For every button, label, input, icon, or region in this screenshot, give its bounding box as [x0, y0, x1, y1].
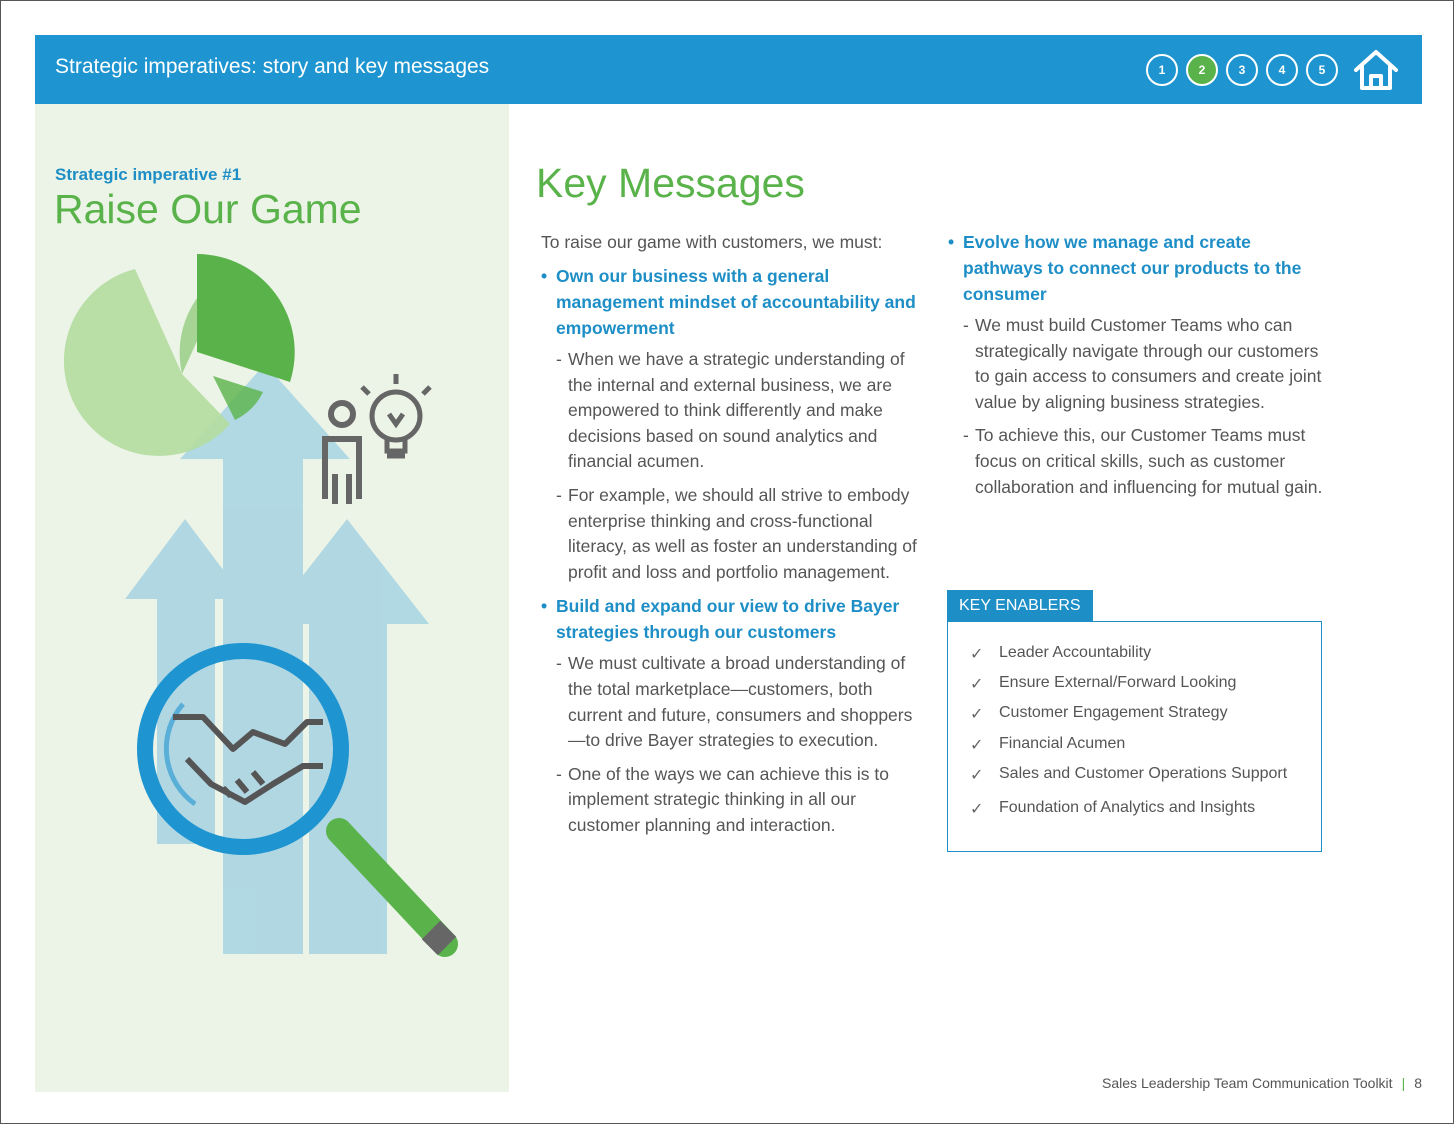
intro-text: To raise our game with customers, we must:: [541, 232, 883, 252]
checkmark-icon: ✓: [970, 767, 984, 784]
bullet-heading: • Evolve how we manage and create pathways to connect our products to the consumer: [948, 232, 1302, 304]
page-button-1[interactable]: 1: [1146, 54, 1178, 86]
bullet-heading: • Build and expand our view to drive Bayer strategies through our customers: [541, 596, 900, 643]
key-messages-column-right: [948, 229, 1328, 508]
header-title: Strategic imperatives: story and key messages: [55, 55, 490, 78]
imperative-panel: [35, 104, 509, 1092]
page-button-5[interactable]: 5: [1306, 54, 1338, 86]
bullet-detail: - One of the ways we can achieve this is to implement strategic thinking in all our customer planning and interaction.: [556, 763, 889, 835]
lightbulb-icon: [362, 374, 430, 456]
bullet-detail: - For example, we should all strive to embody enterprise thinking and cross-functional literacy, as well as foster an understanding of profit and loss and portfolio management.: [556, 484, 917, 582]
bullet-detail: - When we have a strategic understanding of the internal and external business, we are empowered to think differently and make decisions based on sound analytics and financial acumen.: [556, 349, 905, 472]
enabler-item: ✓ Sales and Customer Operations Support: [970, 765, 1288, 784]
footer-separator: |: [1401, 1075, 1406, 1091]
page-button-4[interactable]: 4: [1266, 54, 1298, 86]
home-icon[interactable]: [1352, 48, 1400, 92]
checkmark-icon: ✓: [970, 801, 984, 818]
key-messages-title: Key Messages: [536, 160, 805, 206]
key-enablers-box: [947, 621, 1322, 852]
footer: [1102, 1075, 1422, 1091]
bullet-detail: - We must cultivate a broad understanding of the total marketplace—customers, both current and future, consumers and shoppers—to drive Bayer strategies to execution.: [556, 653, 913, 751]
checkmark-icon: ✓: [970, 676, 984, 693]
key-enablers-title: KEY ENABLERS: [947, 590, 1093, 622]
enabler-item: ✓ Financial Acumen: [970, 735, 1126, 754]
bullet-heading: • Own our business with a general management mindset of accountability and empowerment: [541, 266, 916, 338]
bullet-detail: - To achieve this, our Customer Teams must focus on critical skills, such as customer collaboration and influencing for mutual gain.: [963, 425, 1323, 497]
footer-text: Sales Leadership Team Communication Toolkit: [1102, 1075, 1393, 1091]
page-button-2[interactable]: 2: [1186, 54, 1218, 86]
growth-illustration: [35, 104, 509, 1092]
checkmark-icon: ✓: [970, 646, 984, 663]
header-bar: [35, 35, 1422, 104]
key-messages-column-left: [541, 229, 926, 847]
enabler-item: ✓ Foundation of Analytics and Insights: [970, 799, 1256, 818]
imperative-label: Strategic imperative #1: [55, 165, 242, 184]
enabler-item: ✓ Ensure External/Forward Looking: [970, 674, 1237, 693]
page-navigation: [1146, 54, 1338, 86]
bullet-detail: - We must build Customer Teams who can strategically navigate through our customers to gain access to consumers and create joint value by aligning business strategies.: [963, 315, 1322, 412]
imperative-title: Raise Our Game: [54, 186, 362, 232]
checkmark-icon: ✓: [970, 737, 984, 754]
page-button-3[interactable]: 3: [1226, 54, 1258, 86]
checkmark-icon: ✓: [970, 706, 984, 723]
enabler-item: ✓ Leader Accountability: [970, 644, 1152, 663]
page-number: 8: [1414, 1075, 1422, 1091]
enabler-item: ✓ Customer Engagement Strategy: [970, 704, 1228, 723]
